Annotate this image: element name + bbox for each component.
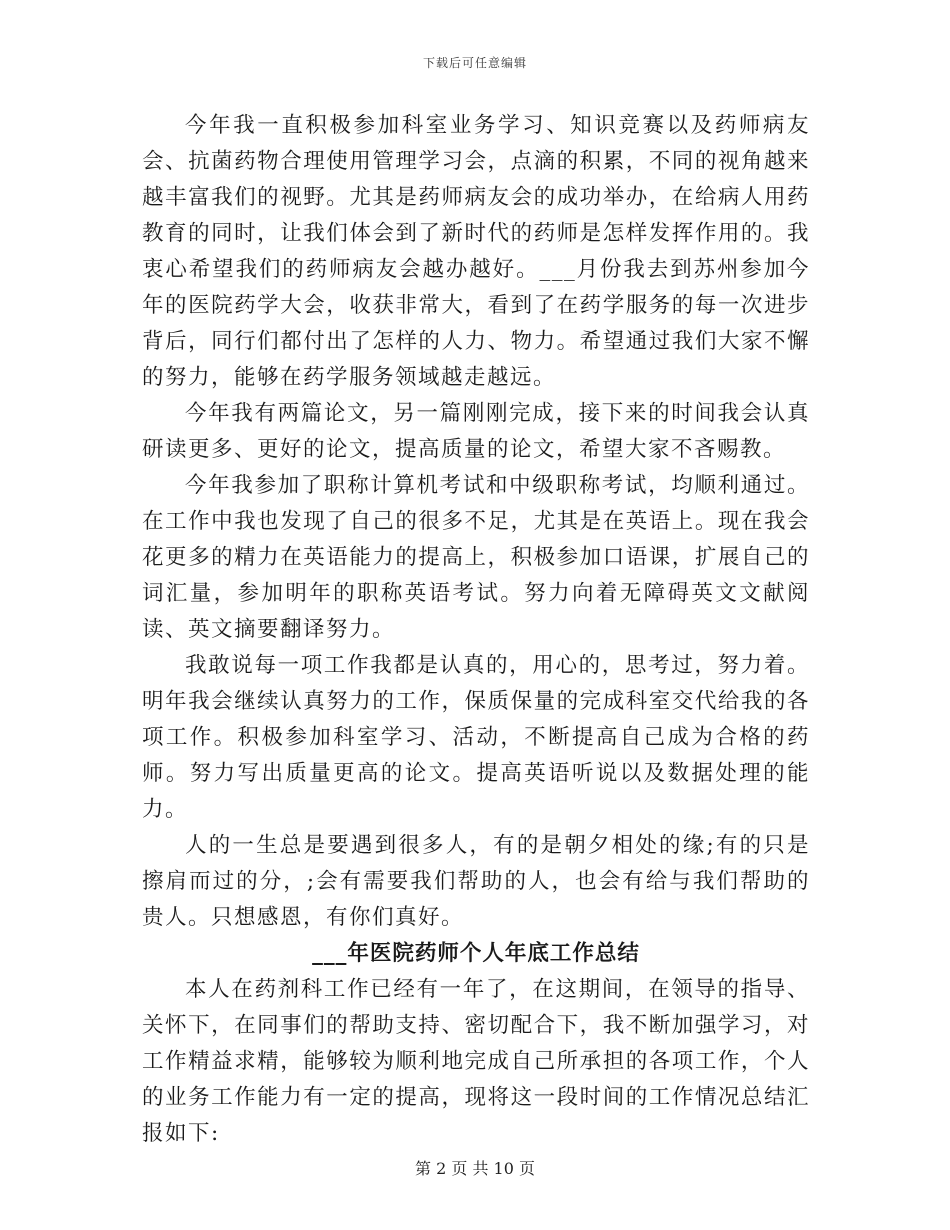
page-header: 下载后可任意编辑	[422, 56, 527, 70]
paragraph-1: 今年我一直积极参加科室业务学习、知识竞赛以及药师病友会、抗菌药物合理使用管理学习会，点滴的积累，不同的视角越来越丰富我们的视野。尤其是药师病友会的成功举办，在给病人用药教育的同时，让我们体会到了新时代的药师是怎样发挥作用的。我衷心希望我们的药师病友会越办越好。___月份我去到苏州参加今年的医院药学大会，收获非常大，看到了在药学服务的每一次进步背后，同行们都付出了怎样的人力、物力。希望通过我们大家不懈的努力，能够在药学服务领域越走越远。	[142, 113, 810, 390]
paragraph-4: 我敢说每一项工作我都是认真的，用心的，思考过，努力着。明年我会继续认真努力的工作，保质保量的完成科室交代给我的各项工作。积极参加科室学习、活动，不断提高自己成为合格的药师。努力写出质量更高的论文。提高英语听说以及数据处理的能力。	[142, 653, 810, 822]
paragraph-3: 今年我参加了职称计算机考试和中级职称考试，均顺利通过。在工作中我也发现了自己的很多不足，尤其是在英语上。现在我会花更多的精力在英语能力的提高上，积极参加口语课，扩展自己的词汇量，参加明年的职称英语考试。努力向着无障碍英文文献阅读、英文摘要翻译努力。	[142, 473, 810, 642]
paragraph-2: 今年我有两篇论文，另一篇刚刚完成，接下来的时间我会认真研读更多、更好的论文，提高质量的论文，希望大家不吝赐教。	[142, 401, 810, 462]
section-paragraph: 本人在药剂科工作已经有一年了，在这期间，在领导的指导、关怀下，在同事们的帮助支持、密切配合下，我不断加强学习，对工作精益求精，能够较为顺利地完成自己所承担的各项工作，个人的业务工作能力有一定的提高，现将这一段时间的工作情况总结汇报如下:	[142, 977, 810, 1146]
page-number-footer: 第 2 页 共 10 页	[415, 1159, 535, 1178]
section-title: ___年医院药师个人年底工作总结	[312, 941, 640, 966]
paragraph-5: 人的一生总是要遇到很多人，有的是朝夕相处的缘;有的只是擦肩而过的分，;会有需要我们帮助的人，也会有给与我们帮助的贵人。只想感恩，有你们真好。	[142, 833, 810, 930]
document-body	[142, 108, 810, 1152]
